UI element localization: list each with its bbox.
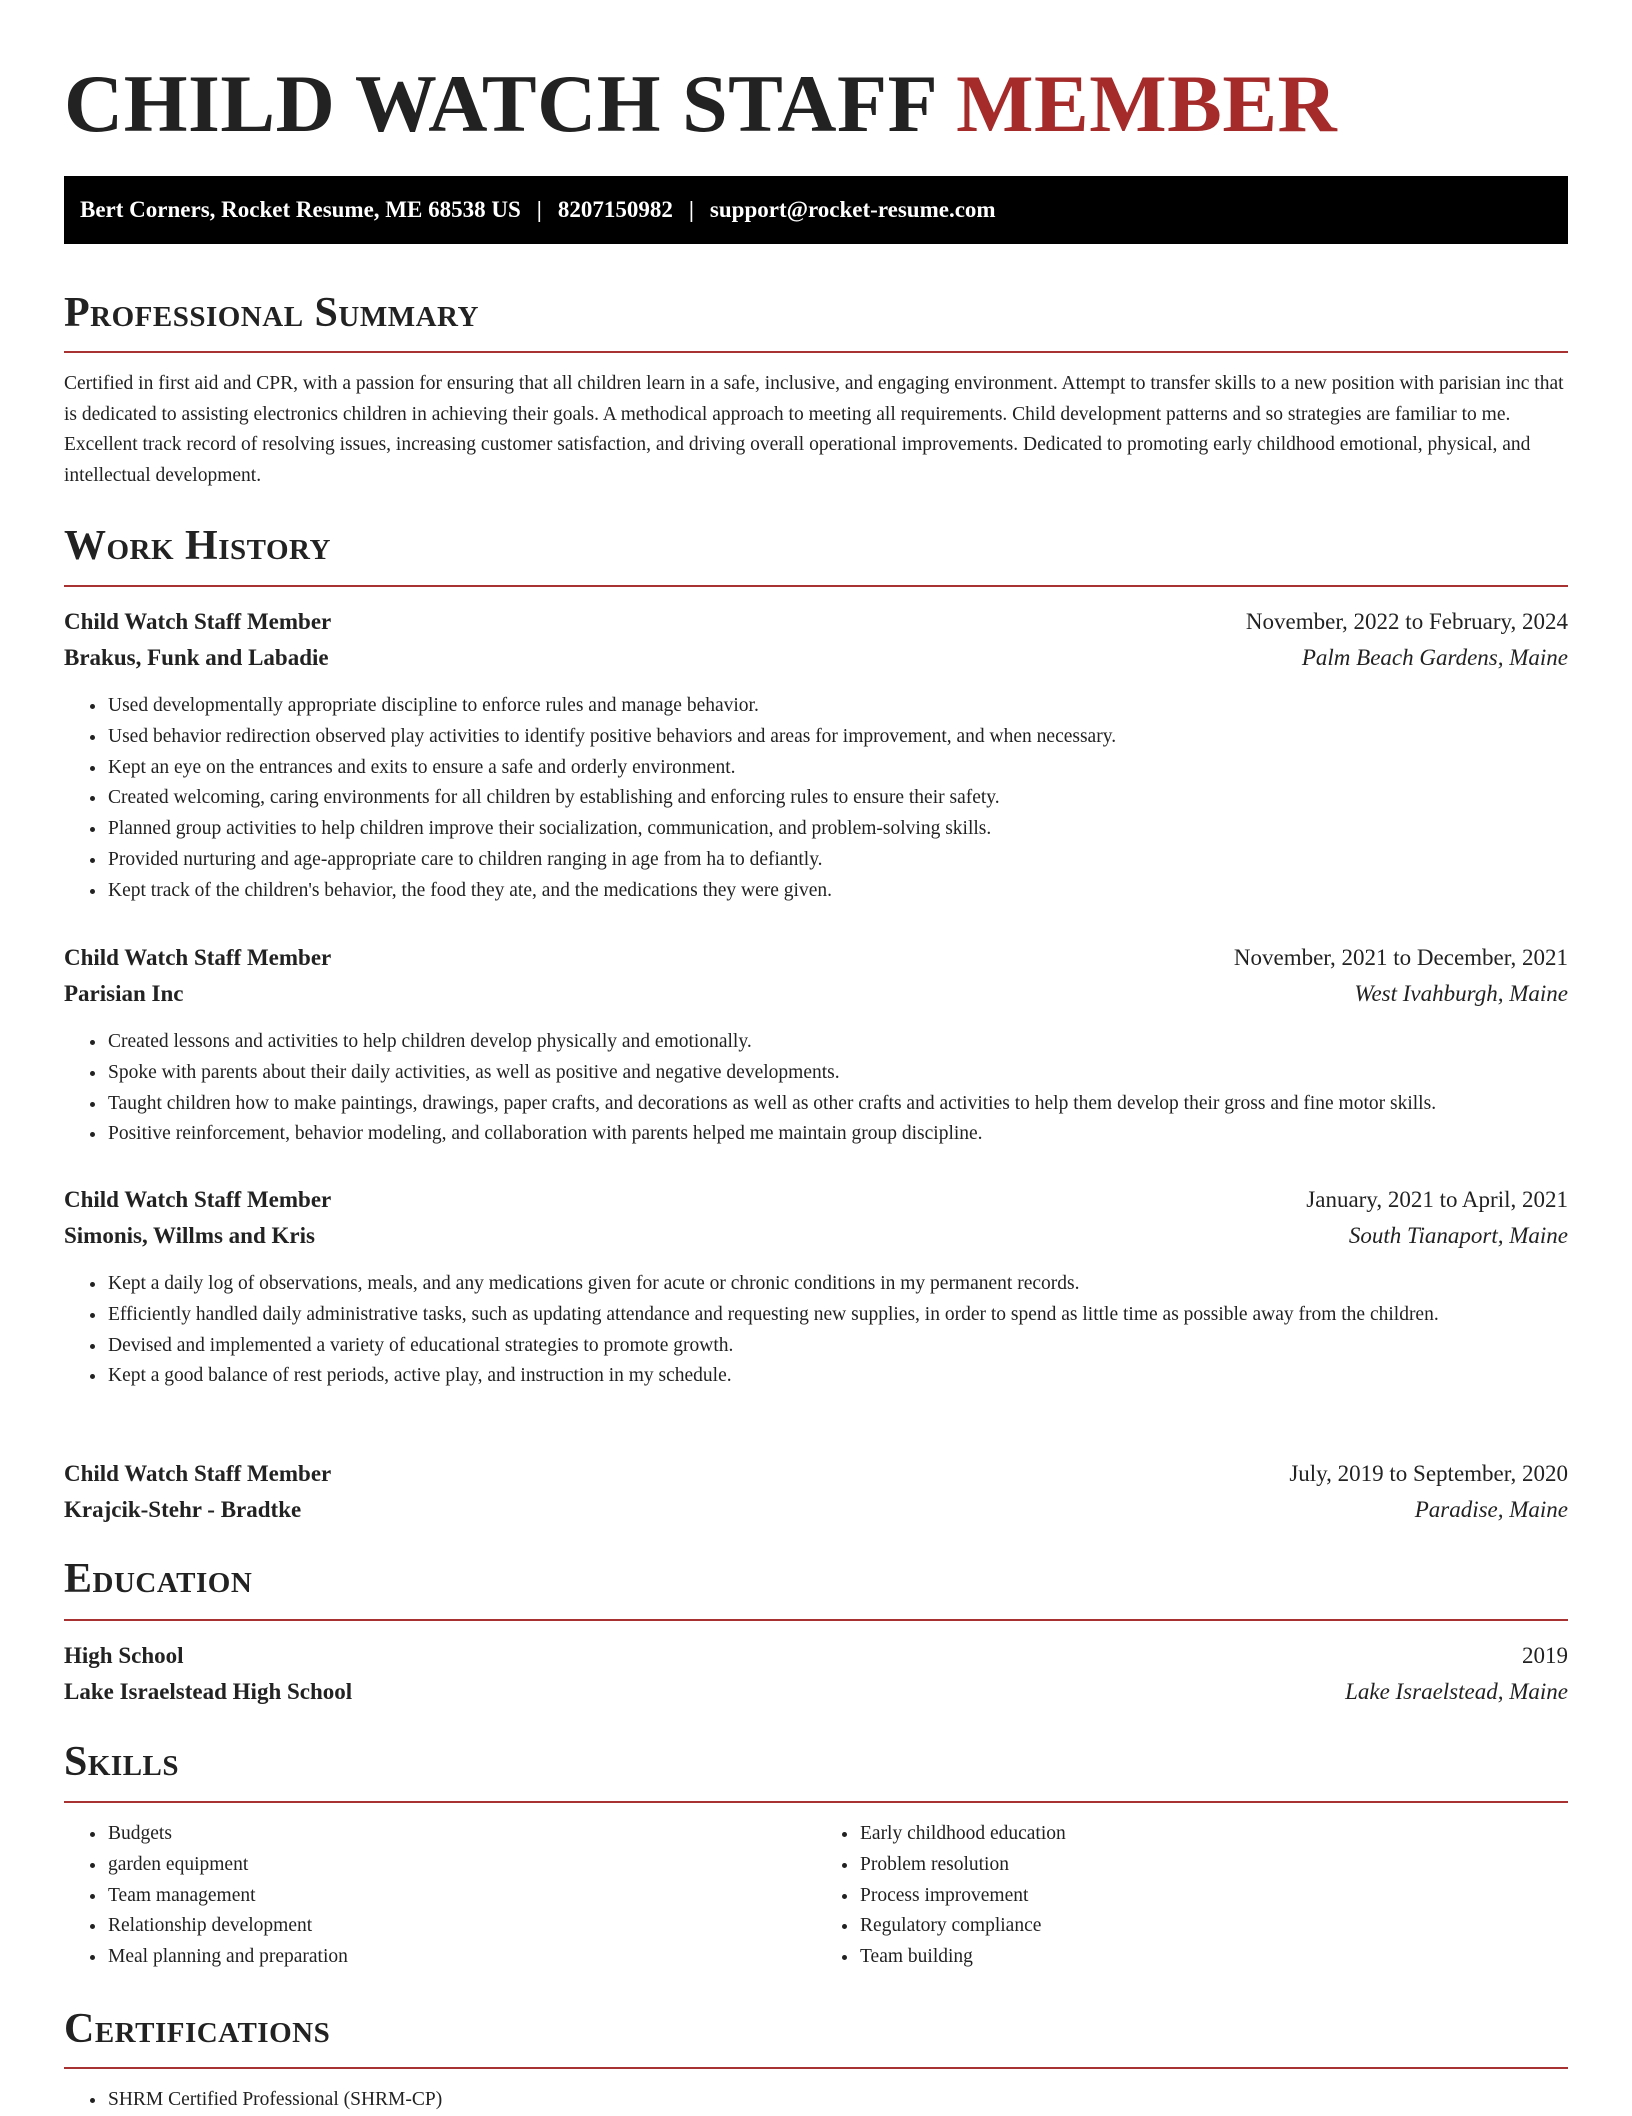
- job-bullet: • Created lessons and activities to help children develop physically and emotionally.: [107, 1027, 1611, 1058]
- contact-separator: |: [688, 197, 694, 222]
- job-company: Parisian Inc: [64, 981, 184, 1006]
- job-company-row: [64, 1218, 1568, 1254]
- contact-phone[interactable]: 8207150982: [557, 197, 673, 222]
- job-title: Child Watch Staff Member: [64, 945, 332, 970]
- contact-bar: [64, 176, 1568, 244]
- job-dates: November, 2022 to February, 2024: [1245, 609, 1568, 634]
- contact-address: Bert Corners, Rocket Resume, ME 68538 US: [80, 197, 521, 222]
- contact-email[interactable]: support@rocket-resume.com: [709, 197, 996, 222]
- skill-item: • Problem resolution: [859, 1850, 1568, 1881]
- job-bullet-list: [64, 1269, 1611, 1392]
- job-dates: November, 2021 to December, 2021: [1233, 945, 1568, 970]
- resume-title: [64, 58, 1568, 150]
- job-title: Child Watch Staff Member: [64, 1461, 332, 1486]
- skill-item: • Meal planning and preparation: [107, 1942, 816, 1973]
- skill-item: • Team building: [859, 1942, 1568, 1973]
- job-bullet-list: [64, 691, 1611, 907]
- job-bullet: • Kept a daily log of observations, meals, and any medications given for acute or chronic conditions in my permanent records.: [107, 1269, 1611, 1300]
- job-entry: [64, 1182, 1568, 1254]
- section-divider: [64, 585, 1568, 587]
- certification-item: • SHRM Certified Professional (SHRM-CP): [107, 2085, 1611, 2116]
- summary-text: Certified in first aid and CPR, with a passion for ensuring that all children learn in a safe, inclusive, and engaging environment. Attempt to transfer skills to a new position with parisian inc that is dedicated to assisting electronics children in achieving their goals. A methodical approach to meeting all requirements. Child development patterns and so strategies are familiar to me. Excellent track record of resolving issues, increasing customer satisfaction, and driving overall operational improvements. Dedicated to promoting early childhood emotional, physical, and intellectual development.: [64, 373, 1564, 486]
- job-company-row: [64, 1492, 1568, 1528]
- job-bullet: • Used developmentally appropriate discipline to enforce rules and manage behavior.: [107, 691, 1611, 722]
- skill-item: • Relationship development: [107, 1911, 816, 1942]
- job-bullet-list: [64, 1027, 1611, 1150]
- job-bullet: • Kept a good balance of rest periods, active play, and instruction in my schedule.: [107, 1361, 1611, 1392]
- education-school: Lake Israelstead High School: [64, 1679, 353, 1704]
- skill-item: • Regulatory compliance: [859, 1911, 1568, 1942]
- job-company: Krajcik-Stehr - Bradtke: [64, 1497, 302, 1522]
- certifications-heading: Certifications: [64, 2006, 331, 2052]
- job-entry: [64, 604, 1568, 676]
- education-year: 2019: [1522, 1643, 1568, 1668]
- education-heading: Education: [64, 1556, 253, 1602]
- skill-item: • Process improvement: [859, 1881, 1568, 1912]
- education-entry: [64, 1638, 1568, 1710]
- job-title-row: [64, 1456, 1568, 1492]
- certifications-list: [64, 2085, 1611, 2116]
- job-location: West Ivahburgh, Maine: [1354, 981, 1568, 1006]
- job-location: South Tianaport, Maine: [1348, 1223, 1568, 1248]
- job-company: Simonis, Willms and Kris: [64, 1223, 315, 1248]
- job-title-row: [64, 940, 1568, 976]
- summary-heading: Professional Summary: [64, 290, 479, 336]
- job-bullet: • Devised and implemented a variety of educational strategies to promote growth.: [107, 1331, 1611, 1362]
- job-bullet: • Efficiently handled daily administrative tasks, such as updating attendance and requesting new supplies, in order to spend as little time as possible away from the children.: [107, 1300, 1611, 1331]
- job-bullet: • Positive reinforcement, behavior modeling, and collaboration with parents helped me maintain group discipline.: [107, 1119, 1611, 1150]
- section-divider: [64, 2067, 1568, 2069]
- education-school-row: [64, 1674, 1568, 1710]
- job-company: Brakus, Funk and Labadie: [64, 645, 329, 670]
- job-bullet: • Planned group activities to help children improve their socialization, communication, and problem-solving skills.: [107, 814, 1611, 845]
- education-degree: High School: [64, 1643, 184, 1668]
- skills-column-left: [64, 1819, 816, 1973]
- title-accent: MEMBER: [956, 58, 1338, 149]
- contact-separator: |: [536, 197, 542, 222]
- job-bullet: • Created welcoming, caring environments for all children by establishing and enforcing rules to ensure their safety.: [107, 783, 1611, 814]
- job-location: Palm Beach Gardens, Maine: [1301, 645, 1568, 670]
- job-bullet: • Used behavior redirection observed play activities to identify positive behaviors and areas for improvement, and when necessary.: [107, 722, 1611, 753]
- section-divider: [64, 1801, 1568, 1803]
- skill-item: • Early childhood education: [859, 1819, 1568, 1850]
- job-title-row: [64, 1182, 1568, 1218]
- job-title-row: [64, 604, 1568, 640]
- work-history-heading: Work History: [64, 523, 331, 569]
- job-dates: July, 2019 to September, 2020: [1289, 1461, 1568, 1486]
- section-divider: [64, 1619, 1568, 1621]
- skill-item: • Budgets: [107, 1819, 816, 1850]
- skills-heading: Skills: [64, 1739, 180, 1785]
- skill-item: • garden equipment: [107, 1850, 816, 1881]
- job-bullet: • Provided nurturing and age-appropriate care to children ranging in age from ha to defiantly.: [107, 845, 1611, 876]
- job-company-row: [64, 640, 1568, 676]
- skill-item: • Team management: [107, 1881, 816, 1912]
- job-dates: January, 2021 to April, 2021: [1306, 1187, 1568, 1212]
- job-bullet: • Spoke with parents about their daily activities, as well as positive and negative developments.: [107, 1058, 1611, 1089]
- education-degree-row: [64, 1638, 1568, 1674]
- job-title: Child Watch Staff Member: [64, 1187, 332, 1212]
- job-bullet: • Taught children how to make paintings, drawings, paper crafts, and decorations as well as other crafts and activities to help them develop their gross and fine motor skills.: [107, 1089, 1611, 1120]
- job-company-row: [64, 976, 1568, 1012]
- skills-list: [64, 1819, 1568, 1973]
- job-entry: [64, 1456, 1568, 1528]
- education-location: Lake Israelstead, Maine: [1345, 1679, 1568, 1704]
- section-divider: [64, 351, 1568, 353]
- job-location: Paradise, Maine: [1414, 1497, 1568, 1522]
- job-entry: [64, 940, 1568, 1012]
- title-main: CHILD WATCH STAFF: [64, 58, 957, 149]
- skills-column-right: [816, 1819, 1568, 1973]
- job-bullet: • Kept track of the children's behavior, the food they ate, and the medications they were given.: [107, 876, 1611, 907]
- job-bullet: • Kept an eye on the entrances and exits to ensure a safe and orderly environment.: [107, 753, 1611, 784]
- job-title: Child Watch Staff Member: [64, 609, 332, 634]
